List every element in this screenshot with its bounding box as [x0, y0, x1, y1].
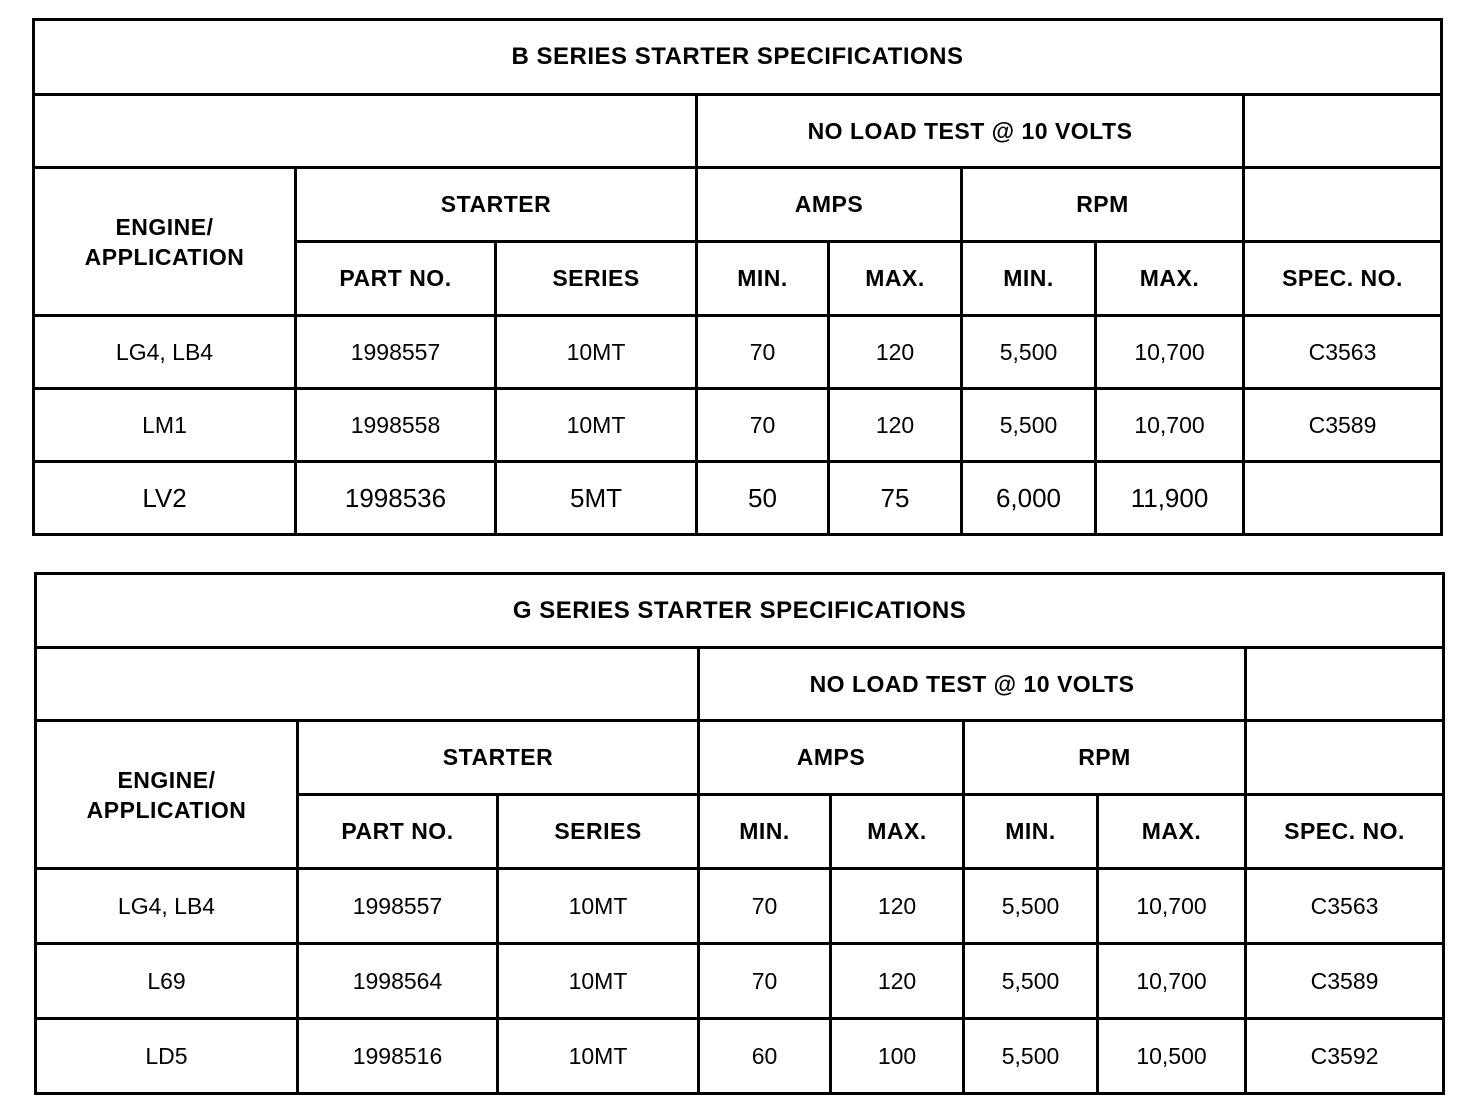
amps-min-cell: 70: [697, 389, 829, 462]
amps-header: AMPS: [699, 721, 964, 795]
amps-max-cell: 120: [831, 944, 964, 1019]
amps-min-cell: 70: [697, 316, 829, 389]
amps-max-header: MAX.: [829, 242, 962, 316]
no-load-test-header: NO LOAD TEST @ 10 VOLTS: [699, 648, 1246, 721]
rpm-min-cell: 5,500: [962, 316, 1096, 389]
rpm-max-cell: 10,700: [1096, 389, 1244, 462]
part-no-cell: 1998557: [296, 316, 496, 389]
series-cell: 10MT: [498, 944, 699, 1019]
category-header-row: [34, 168, 1442, 242]
part-no-cell: 1998536: [296, 462, 496, 535]
rpm-max-header: MAX.: [1098, 795, 1246, 869]
engine-header-line1: ENGINE/: [117, 766, 216, 793]
table-row: [34, 462, 1442, 535]
amps-min-cell: 60: [699, 1019, 831, 1094]
spec-no-cell: C3589: [1246, 944, 1444, 1019]
part-no-cell: 1998516: [298, 1019, 498, 1094]
amps-min-cell: 50: [697, 462, 829, 535]
series-header: SERIES: [496, 242, 697, 316]
rpm-min-header: MIN.: [964, 795, 1098, 869]
category-header-row: [36, 721, 1444, 795]
amps-max-cell: 75: [829, 462, 962, 535]
starter-header: STARTER: [296, 168, 697, 242]
table-row: [34, 389, 1442, 462]
blank-header-cell: [34, 95, 697, 168]
rpm-max-cell: 10,700: [1098, 869, 1246, 944]
amps-max-cell: 120: [829, 316, 962, 389]
series-cell: 10MT: [498, 869, 699, 944]
g-series-spec-table: [34, 572, 1445, 1095]
rpm-min-header: MIN.: [962, 242, 1096, 316]
blank-header-cell: [36, 648, 699, 721]
amps-max-header: MAX.: [831, 795, 964, 869]
title-row: [36, 574, 1444, 648]
rpm-min-cell: 5,500: [962, 389, 1096, 462]
rpm-min-cell: 6,000: [962, 462, 1096, 535]
part-no-header: PART NO.: [298, 795, 498, 869]
table-row: [36, 944, 1444, 1019]
amps-min-header: MIN.: [699, 795, 831, 869]
amps-max-cell: 120: [831, 869, 964, 944]
part-no-cell: 1998564: [298, 944, 498, 1019]
group-header-row: [36, 648, 1444, 721]
engine-header-line2: APPLICATION: [84, 243, 245, 270]
engine-cell: L69: [36, 944, 298, 1019]
amps-min-cell: 70: [699, 944, 831, 1019]
blank-header-cell: [1244, 168, 1442, 242]
rpm-max-cell: 10,700: [1098, 944, 1246, 1019]
table-row: [36, 869, 1444, 944]
spec-no-cell: C3589: [1244, 389, 1442, 462]
part-no-cell: 1998558: [296, 389, 496, 462]
blank-header-cell: [1246, 721, 1444, 795]
spec-no-cell: C3592: [1246, 1019, 1444, 1094]
blank-header-cell: [1244, 95, 1442, 168]
title-row: [34, 20, 1442, 95]
rpm-min-cell: 5,500: [964, 869, 1098, 944]
series-cell: 10MT: [496, 316, 697, 389]
amps-max-cell: 100: [831, 1019, 964, 1094]
amps-min-cell: 70: [699, 869, 831, 944]
rpm-min-cell: 5,500: [964, 944, 1098, 1019]
table-title: G SERIES STARTER SPECIFICATIONS: [36, 574, 1444, 648]
spec-no-header: SPEC. NO.: [1246, 795, 1444, 869]
spec-no-cell: C3563: [1246, 869, 1444, 944]
starter-header: STARTER: [298, 721, 699, 795]
part-no-header: PART NO.: [296, 242, 496, 316]
no-load-test-header: NO LOAD TEST @ 10 VOLTS: [697, 95, 1244, 168]
engine-cell: LV2: [34, 462, 296, 535]
table-row: [36, 1019, 1444, 1094]
spec-no-cell: [1244, 462, 1442, 535]
rpm-max-cell: 10,700: [1096, 316, 1244, 389]
rpm-max-header: MAX.: [1096, 242, 1244, 316]
engine-cell: LD5: [36, 1019, 298, 1094]
engine-cell: LG4, LB4: [36, 869, 298, 944]
spec-no-header: SPEC. NO.: [1244, 242, 1442, 316]
engine-header-line1: ENGINE/: [115, 213, 214, 240]
table-row: [34, 316, 1442, 389]
engine-cell: LG4, LB4: [34, 316, 296, 389]
series-cell: 10MT: [498, 1019, 699, 1094]
rpm-header: RPM: [964, 721, 1246, 795]
amps-header: AMPS: [697, 168, 962, 242]
part-no-cell: 1998557: [298, 869, 498, 944]
engine-application-header: [34, 168, 296, 316]
amps-min-header: MIN.: [697, 242, 829, 316]
group-header-row: [34, 95, 1442, 168]
series-cell: 10MT: [496, 389, 697, 462]
b-series-spec-table: [32, 18, 1443, 536]
table-title: B SERIES STARTER SPECIFICATIONS: [34, 20, 1442, 95]
amps-max-cell: 120: [829, 389, 962, 462]
rpm-max-cell: 11,900: [1096, 462, 1244, 535]
rpm-header: RPM: [962, 168, 1244, 242]
blank-header-cell: [1246, 648, 1444, 721]
engine-header-line2: APPLICATION: [86, 796, 247, 823]
engine-application-header: [36, 721, 298, 869]
series-cell: 5MT: [496, 462, 697, 535]
engine-cell: LM1: [34, 389, 296, 462]
spec-no-cell: C3563: [1244, 316, 1442, 389]
rpm-min-cell: 5,500: [964, 1019, 1098, 1094]
rpm-max-cell: 10,500: [1098, 1019, 1246, 1094]
series-header: SERIES: [498, 795, 699, 869]
